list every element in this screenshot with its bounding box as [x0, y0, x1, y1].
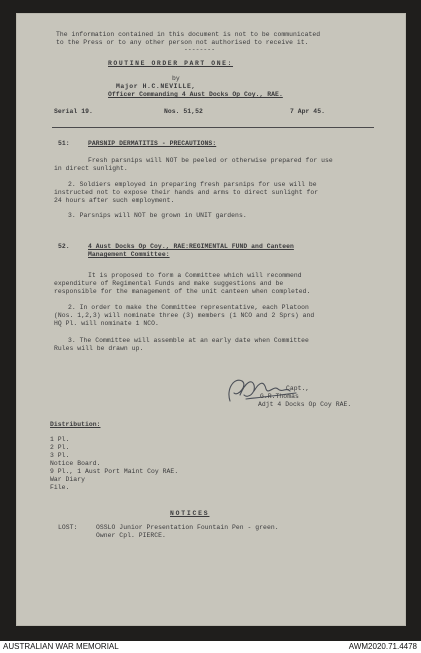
order-52-para-2-line-3: HQ Pl. will nominate 1 NCO. — [54, 320, 159, 327]
order-51-heading: PARSNIP DERMATITIS - PRECAUTIONS: — [88, 140, 217, 147]
distribution-item: 9 Pl., 1 Aust Port Maint Coy RAE. — [50, 468, 179, 475]
signatory-role: Adjt 4 Docks Op Coy RAE. — [258, 401, 352, 408]
header-divider — [52, 127, 374, 128]
officer-name: Major H.C.NEVILLE, — [116, 83, 196, 90]
order-52-heading-line-1: 4 Aust Docks Op Coy., RAE:REGIMENTAL FUND and Canteen — [88, 243, 294, 250]
archive-footer — [0, 641, 421, 653]
notice-line-2: to the Press or to any other person not authorised to receive it. — [56, 39, 309, 46]
order-51-para-1-line-2: in direct sunlight. — [54, 165, 128, 172]
distribution-item: War Diary — [50, 476, 85, 483]
order-51-para-2-line-3: 24 hours after such employment. — [54, 197, 175, 204]
lost-item-line-1: OSSLO Junior Presentation Fountain Pen - green. — [96, 524, 279, 531]
order-51-para-1-line-1: Fresh parsnips will NOT be peeled or otherwise prepared for use — [88, 157, 333, 164]
order-numbers: Nos. 51,52 — [164, 108, 203, 115]
order-52-para-1-line-2: expenditure of Regimental Funds and make suggestions and be — [54, 280, 284, 287]
notice-rule: -------- — [184, 46, 216, 53]
serial-number: Serial 19. — [54, 108, 93, 115]
signatory-rank: Capt., — [286, 385, 310, 392]
footer-institution: AUSTRALIAN WAR MEMORIAL — [3, 642, 119, 651]
notice-line-1: The information contained in this document is not to be communicated — [56, 31, 321, 38]
order-52-para-3-line-2: Rules will be drawn up. — [54, 345, 144, 352]
distribution-item: 3 Pl. — [50, 452, 70, 459]
by-label: by — [172, 75, 180, 82]
lost-item-line-2: Owner Cpl. PIERCE. — [96, 532, 166, 539]
footer-accession-number: AWM2020.71.4478 — [348, 642, 417, 651]
order-52-para-3-line-1: 3. The Committee will assemble at an early date when Committee — [68, 337, 309, 344]
distribution-item: Notice Board. — [50, 460, 101, 467]
order-51-para-2-line-2: instructed not to expose their hands and arms to direct sunlight for — [54, 189, 319, 196]
order-51-number: 51: — [58, 140, 70, 147]
order-52-number: 52. — [58, 243, 70, 250]
officer-role: Officer Commanding 4 Aust Docks Op Coy., RAE. — [108, 91, 283, 98]
signatory-name: G.R.Thomas — [260, 393, 299, 400]
order-52-heading-line-2: Management Committee: — [88, 251, 170, 258]
distribution-item: File. — [50, 484, 70, 491]
distribution-item: 1 Pl. — [50, 436, 70, 443]
order-51-para-3: 3. Parsnips will NOT be grown in UNIT gardens. — [68, 212, 247, 219]
lost-label: LOST: — [58, 524, 78, 531]
order-52-para-2-line-1: 2. In order to make the Committee representative, each Platoon — [68, 304, 309, 311]
document-title: ROUTINE ORDER PART ONE: — [108, 60, 234, 67]
order-52-para-1-line-1: It is proposed to form a Committee which will recommend — [88, 272, 302, 279]
distribution-item: 2 Pl. — [50, 444, 70, 451]
order-52-para-1-line-3: responsible for the management of the unit canteen when completed. — [54, 288, 311, 295]
order-52-para-2-line-2: (Nos. 1,2,3) will nominate three (3) members (1 NCO and 2 Sprs) and — [54, 312, 315, 319]
distribution-heading: Distribution: — [50, 421, 101, 428]
order-date: 7 Apr 45. — [290, 108, 325, 115]
order-51-para-2-line-1: 2. Soldiers employed in preparing fresh parsnips for use will be — [68, 181, 317, 188]
document-page — [16, 13, 406, 626]
notices-heading: NOTICES — [170, 510, 210, 517]
